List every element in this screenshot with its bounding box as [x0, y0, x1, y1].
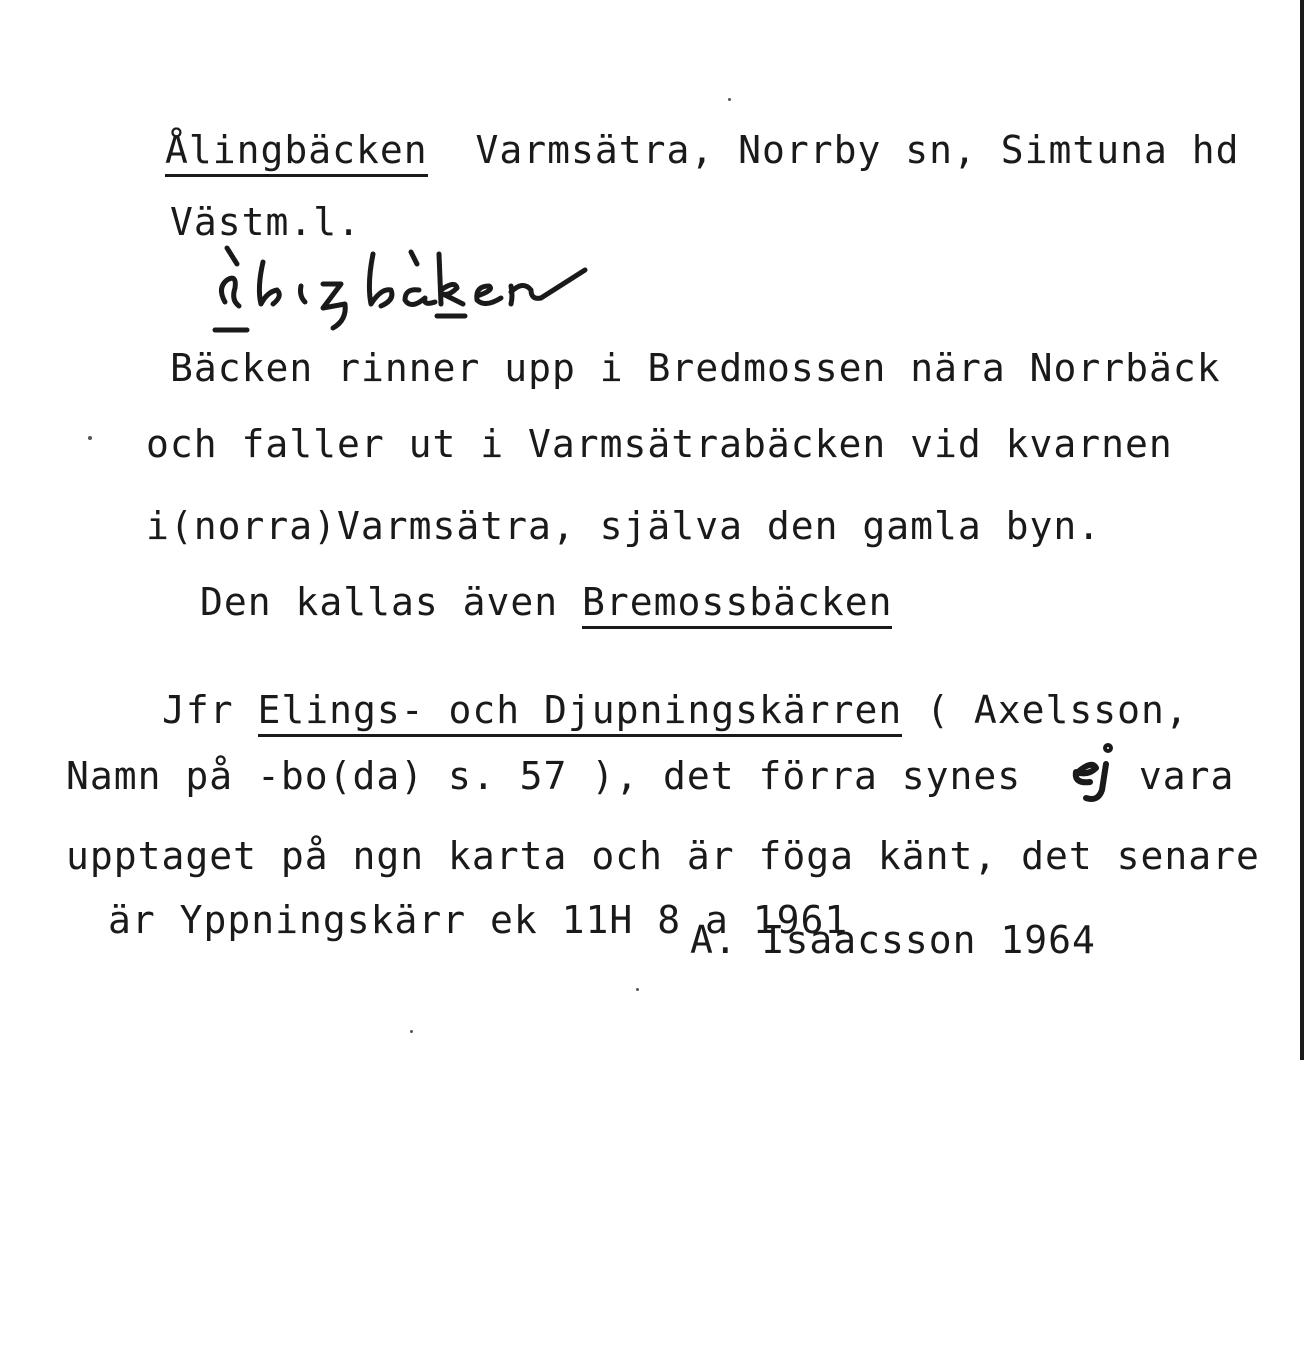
header-line: [165, 128, 1240, 172]
county-text: Västm.l.: [170, 200, 362, 244]
alternate-name: Bremossbäcken: [582, 580, 892, 629]
citation-author: ( Axelsson,: [902, 688, 1189, 732]
also-called-text: Den kallas även: [200, 580, 583, 624]
body-line-3: i(norra)Varmsätra, själva den gamla byn.: [146, 504, 1102, 548]
headword: Ålingbäcken: [165, 128, 428, 177]
body-line-7: upptaget på ngn karta och är föga känt, det senare: [66, 834, 1260, 878]
body-line-6: [66, 754, 1234, 798]
body-line-1: Bäcken rinner upp i Bredmossen nära Norrbäck: [170, 346, 1221, 390]
card-edge: [1300, 0, 1304, 1060]
body-line-5: [162, 688, 1189, 732]
location-text: Varmsätra, Norrby sn, Simtuna hd: [475, 128, 1240, 172]
scan-speck: [410, 1030, 413, 1033]
scan-speck: [636, 988, 639, 991]
body-line-4: [200, 580, 892, 624]
compare-reference: Elings- och Djupningskärren: [258, 688, 903, 737]
inserted-word-ej: [1068, 742, 1128, 806]
line6-after: vara: [1115, 754, 1235, 798]
body-line-2: och faller ut i Varmsätrabäcken vid kvarnen: [146, 422, 1173, 466]
compare-prefix: Jfr: [162, 688, 258, 732]
handwritten-pronunciation: [205, 240, 635, 340]
line6-before: Namn på -bo(da) s. 57 ), det förra synes: [66, 754, 1045, 798]
signature: A. Isaacsson 1964: [690, 918, 1096, 962]
scan-speck: [88, 436, 92, 440]
body-line-8: är Yppningskärr ek 11H 8 a 1961: [108, 898, 849, 942]
scan-speck: [728, 98, 731, 101]
